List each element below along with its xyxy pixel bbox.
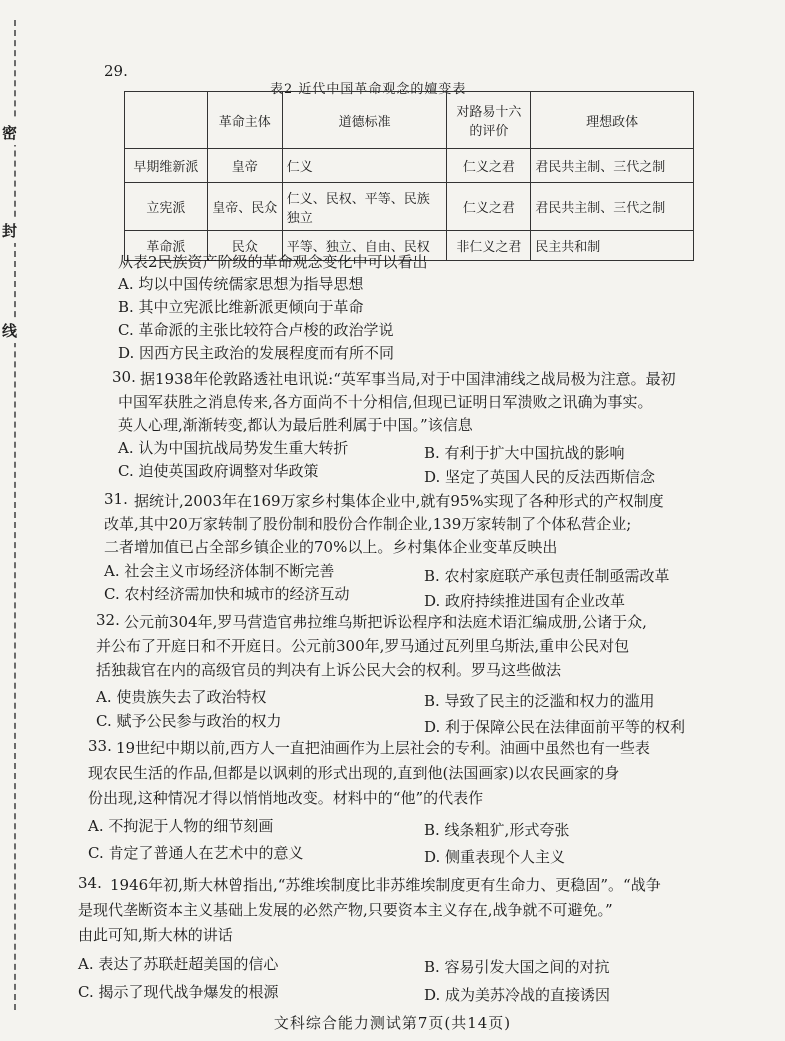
option-d: D. 政府持续推进国有企业改革 — [424, 592, 626, 610]
option-b: B. 线条粗犷,形式夸张 — [424, 821, 570, 839]
question-30-stem-line: 英人心理,渐渐转变,都认为最后胜利属于中国。”该信息 — [118, 416, 473, 434]
table-cell: 仁义、民权、平等、民族独立 — [282, 183, 447, 231]
option-c: C. 革命派的主张比较符合卢梭的政治学说 — [118, 321, 394, 339]
table-cell: 皇帝 — [207, 149, 282, 183]
binding-line — [14, 20, 16, 1010]
table-header-cell: 道德标准 — [282, 92, 447, 149]
table-header-cell: 革命主体 — [207, 92, 282, 149]
table-cell: 革命派 — [125, 231, 208, 261]
question-30-stem-line: 据1938年伦敦路透社电讯说:“英军事当局,对于中国津浦线之战局极为注意。最初 — [140, 370, 676, 388]
table-cell: 皇帝、民众 — [207, 183, 282, 231]
table-cell: 立宪派 — [125, 183, 208, 231]
question-31-stem-line: 改革,其中20万家转制了股份制和股份合作制企业,139万家转制了个体私营企业; — [104, 515, 632, 533]
question-32-stem-line: 并公布了开庭日和不开庭日。公元前300年,罗马通过瓦列里乌斯法,重申公民对包 — [96, 637, 630, 655]
question-33-number: 33. — [88, 737, 112, 755]
question-34-stem-line: 1946年初,斯大林曾指出,“苏维埃制度比非苏维埃制度更有生命力、更稳固”。“战争 — [110, 876, 661, 894]
table-cell: 君民共主制、三代之制 — [531, 183, 694, 231]
option-a: A. 使贵族失去了政治特权 — [96, 688, 267, 706]
table-cell: 早期维新派 — [125, 149, 208, 183]
option-a: A. 认为中国抗战局势发生重大转折 — [118, 439, 349, 457]
table-cell: 君民共主制、三代之制 — [531, 149, 694, 183]
table-cell: 仁义 — [282, 149, 447, 183]
table-cell: 仁义之君 — [447, 149, 531, 183]
side-mark-mi: 密 — [2, 120, 17, 145]
question-33-stem-line: 份出现,这种情况才得以悄悄地改变。材料中的“他”的代表作 — [88, 789, 484, 807]
question-29-stem: 从表2民族资产阶级的革命观念变化中可以看出 — [118, 253, 428, 271]
option-d: D. 侧重表现个人主义 — [424, 848, 566, 866]
option-d: D. 成为美苏冷战的直接诱因 — [424, 986, 611, 1004]
table-cell: 平等、独立、自由、民权 — [282, 231, 447, 261]
table-header-cell: 对路易十六的评价 — [447, 92, 531, 149]
question-32-stem-line: 括独裁官在内的高级官员的判决有上诉公民大会的权利。罗马这些做法 — [96, 661, 562, 679]
table-title: 表2 近代中国革命观念的嬗变表 — [270, 82, 467, 97]
question-34-stem-line: 是现代垄断资本主义基础上发展的必然产物,只要资本主义存在,战争就不可避免。” — [78, 901, 613, 919]
option-b: B. 有利于扩大中国抗战的影响 — [424, 444, 625, 462]
option-c: C. 迫使英国政府调整对华政策 — [118, 462, 319, 480]
question-34-stem-line: 由此可知,斯大林的讲话 — [78, 926, 233, 944]
page-footer: 文科综合能力测试第7页(共14页) — [273, 1014, 512, 1032]
question-30-stem-line: 中国军获胜之消息传来,各方面尚不十分相信,但现已证明日军溃败之讯确为事实。 — [118, 393, 653, 411]
side-mark-xian: 线 — [2, 318, 17, 343]
question-33-stem-line: 现农民生活的作品,但都是以讽刺的形式出现的,直到他(法国画家)以农民画家的身 — [88, 764, 620, 782]
table-header-cell — [125, 92, 208, 149]
question-33-stem-line: 19世纪中期以前,西方人一直把油画作为上层社会的专利。油画中虽然也有一些表 — [116, 739, 650, 757]
table-cell: 民众 — [207, 231, 282, 261]
question-32-stem-line: 公元前304年,罗马营造官弗拉维乌斯把诉讼程序和法庭术语汇编成册,公诸于众, — [124, 613, 647, 631]
option-a: A. 表达了苏联赶超美国的信心 — [78, 955, 279, 973]
option-d: D. 利于保障公民在法律面前平等的权利 — [424, 718, 686, 736]
table-header-cell: 理想政体 — [531, 92, 694, 149]
question-31-number: 31. — [104, 490, 128, 508]
option-b: B. 农村家庭联产承包责任制亟需改革 — [424, 567, 670, 585]
table-cell: 非仁义之君 — [447, 231, 531, 261]
question-34-number: 34. — [78, 874, 102, 892]
table-row — [125, 149, 694, 183]
option-c: C. 农村经济需加快和城市的经济互动 — [104, 585, 350, 603]
table-row — [125, 183, 694, 231]
side-mark-feng: 封 — [2, 218, 17, 243]
option-a: A. 不拘泥于人物的细节刻画 — [88, 817, 274, 835]
question-31-stem-line: 据统计,2003年在169万家乡村集体企业中,就有95%实现了各种形式的产权制度 — [134, 492, 664, 510]
option-c: C. 赋予公民参与政治的权力 — [96, 712, 282, 730]
option-b: B. 其中立宪派比维新派更倾向于革命 — [118, 298, 364, 316]
table-cell: 民主共和制 — [531, 231, 694, 261]
question-29-number: 29. — [104, 62, 128, 80]
table-header-row — [125, 92, 694, 149]
option-b: B. 容易引发大国之间的对抗 — [424, 958, 610, 976]
revolution-concept-table — [124, 91, 694, 261]
question-32-number: 32. — [96, 611, 120, 629]
option-d: D. 坚定了英国人民的反法西斯信念 — [424, 468, 656, 486]
question-30-number: 30. — [112, 368, 136, 386]
option-c: C. 肯定了普通人在艺术中的意义 — [88, 844, 304, 862]
option-b: B. 导致了民主的泛滥和权力的滥用 — [424, 692, 655, 710]
table-cell: 仁义之君 — [447, 183, 531, 231]
option-a: A. 社会主义市场经济体制不断完善 — [104, 562, 335, 580]
question-31-stem-line: 二者增加值已占全部乡镇企业的70%以上。乡村集体企业变革反映出 — [104, 538, 558, 556]
option-c: C. 揭示了现代战争爆发的根源 — [78, 983, 279, 1001]
option-d: D. 因西方民主政治的发展程度而有所不同 — [118, 344, 395, 362]
option-a: A. 均以中国传统儒家思想为指导思想 — [118, 275, 364, 293]
